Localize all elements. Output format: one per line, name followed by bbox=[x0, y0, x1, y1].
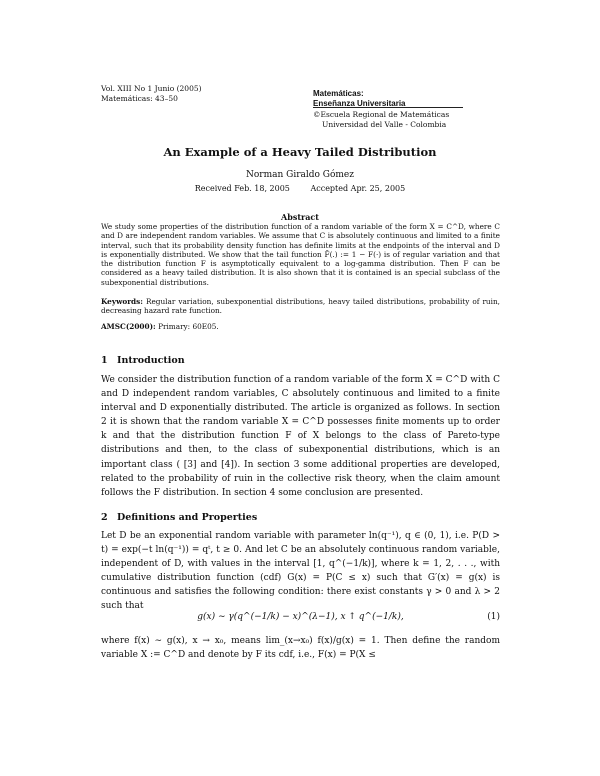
section-1-heading bbox=[101, 355, 185, 366]
copyright-line-2: Universidad del Valle - Colombia bbox=[322, 120, 447, 129]
section-1-text: We consider the distribution function of a random variable of the form X = C^D with C and D independent random variables, C absolutely continuous and limited to a finite interval and D exponentially distributed. The article is organized as follows. In section 2 it is shown that the random variable X = C^D possesses finite moments up to order k and that the distribution function F of X belongs to the class of Pareto-type distributions and then, to the class of subexponential distributions, which is an important class ( [3] and [4]). In section 3 some additional properties are developed, related to the probability of ruin in the collective risk theory, when the claim amount follows the F distribution. In section 4 some conclusion are presented. bbox=[101, 375, 500, 498]
journal-info bbox=[101, 84, 202, 104]
received-date: Received Feb. 18, 2005 bbox=[194, 184, 290, 193]
keywords bbox=[101, 297, 500, 316]
keywords-text: Regular variation, subexponential distributions, heavy tailed distributions, probability of ruin, decreasing hazard rate function. bbox=[101, 297, 500, 316]
journal-masthead bbox=[313, 89, 405, 109]
section-2-text: Let D be an exponential random variable with parameter ln(q⁻¹), q ∈ (0, 1), i.e. P(D > t) = exp(−t ln(q⁻¹)) = qᵗ, t ≥ 0. And let C be an absolutely continuous random variable, independent of D, with values in the interval [1, q^(−1/k)], where k = 1, 2, . . ., with cumulative distribution function (cdf) G(x) = P(C ≤ x) such that G′(x) = g(x) is continuous and satisfies the following condition: there exist constants γ > 0 and λ > 2 such that bbox=[101, 531, 500, 612]
paper-title: An Example of a Heavy Tailed Distribution bbox=[163, 145, 437, 159]
copyright-line-1: ©Escuela Regional de Matemáticas bbox=[313, 110, 450, 119]
paper-dates bbox=[0, 184, 600, 193]
section-1-number: 1 bbox=[101, 355, 108, 366]
section-1-title: Introduction bbox=[117, 355, 185, 366]
equation-number: (1) bbox=[487, 612, 500, 622]
copyright-block bbox=[313, 110, 449, 130]
keywords-label: Keywords: bbox=[101, 297, 143, 306]
abstract-text: We study some properties of the distribution function of a random variable of the form X = C^D, where C and D are independent random variables. We assume that C is absolutely continuous and limited to a finite interval, such that its probability density function has definite limits at the endpoints of the interval and D is exponentially distributed. We show that the tail function F̄(.) := 1 − F(·) is of regular variation and that the distribution function F is asymptotically equivalent to a log-gamma distribution. Then F can be considered as a heavy tailed distribution. It is also shown that it is contained is an special subclass of the subexponential distributions. bbox=[101, 222, 500, 287]
paper-author: Norman Giraldo Gómez bbox=[245, 170, 355, 180]
section-2-number: 2 bbox=[101, 512, 108, 523]
amsc bbox=[101, 322, 500, 331]
journal-name: Matemáticas: bbox=[313, 89, 364, 98]
journal-pages: Matemáticas: 43–50 bbox=[101, 94, 178, 103]
accepted-date: Accepted Apr. 25, 2005 bbox=[310, 184, 406, 193]
section-2-text-after: where f(x) ∼ g(x), x → x₀, means lim_(x→x₀) f(x)/g(x) = 1. Then define the random variable X := C^D and denote by F its cdf, i.e., F(x) = P(X ≤ bbox=[101, 636, 500, 661]
abstract-heading: Abstract bbox=[281, 212, 319, 222]
masthead-rule bbox=[313, 107, 463, 108]
section-2-title: Definitions and Properties bbox=[117, 512, 258, 523]
section-2-heading bbox=[101, 512, 257, 523]
journal-subtitle: Enseñanza Universitaria bbox=[313, 99, 406, 108]
journal-volume: Vol. XIII No 1 Junio (2005) bbox=[101, 84, 202, 93]
amsc-label: AMSC(2000): bbox=[101, 322, 156, 331]
equation-body: g(x) ∼ γ(q^(−1/k) − x)^(λ−1), x ↑ q^(−1/k), bbox=[197, 612, 404, 622]
amsc-text: Primary: 60E05. bbox=[158, 322, 219, 331]
